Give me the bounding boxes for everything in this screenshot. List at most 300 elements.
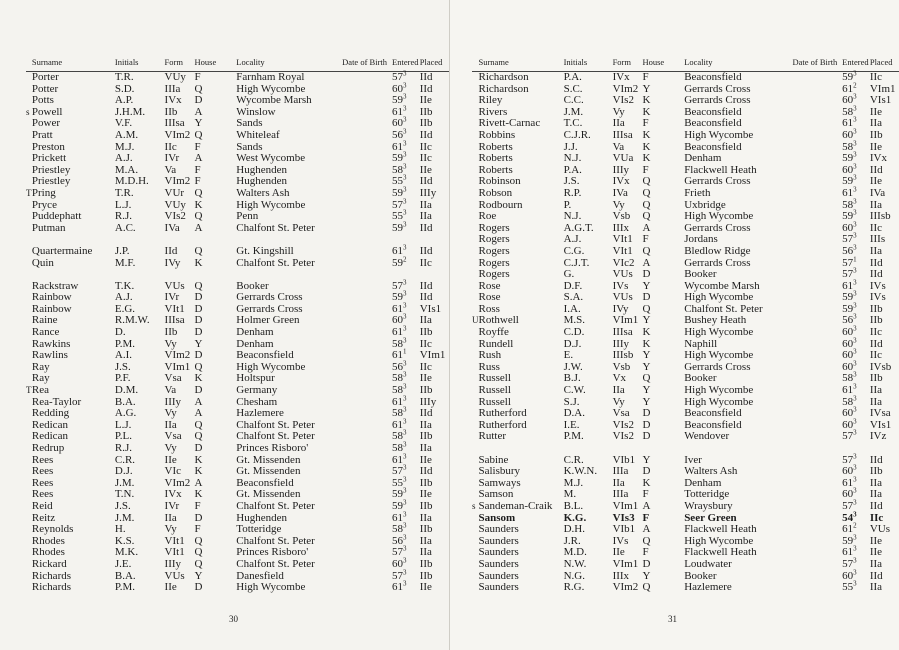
house-cell: K bbox=[642, 128, 651, 141]
entered-year: 58 bbox=[392, 523, 404, 536]
table-row bbox=[472, 431, 899, 443]
form-cell: Vsa bbox=[612, 407, 630, 420]
locality-cell: Gt. Missenden bbox=[236, 488, 301, 501]
dob-cell bbox=[342, 142, 392, 154]
form-cell: IVr bbox=[164, 291, 180, 304]
surname-cell: Powell bbox=[31, 105, 63, 118]
entered-year: 61 bbox=[392, 326, 404, 339]
entered-term: 3 bbox=[853, 278, 857, 287]
entered-term: 3 bbox=[853, 428, 857, 437]
house-cell: D bbox=[194, 581, 203, 594]
dob-cell bbox=[792, 420, 842, 432]
table-row bbox=[472, 582, 899, 594]
surname-cell: Putman bbox=[31, 221, 66, 234]
form-cell: IIIsa bbox=[612, 128, 633, 141]
initials-cell: C.G. bbox=[563, 244, 585, 257]
entered-year: 58 bbox=[392, 337, 404, 350]
placed-cell: IId bbox=[419, 82, 433, 95]
locality-cell: High Wycombe bbox=[684, 326, 754, 339]
initials-cell: B.A. bbox=[114, 569, 136, 582]
right-page bbox=[450, 0, 899, 650]
locality-cell: Beaconsfield bbox=[236, 476, 294, 489]
surname-cell: Reid bbox=[31, 499, 53, 512]
house-cell: D bbox=[194, 511, 203, 524]
locality-cell: Holtspur bbox=[236, 372, 275, 385]
initials-cell: A.I. bbox=[114, 349, 132, 362]
initials-cell: D.A. bbox=[563, 407, 585, 420]
placed-cell: IId bbox=[419, 175, 433, 188]
form-cell: IIa bbox=[612, 476, 625, 489]
locality-cell: Gerrards Cross bbox=[684, 94, 751, 107]
table-row bbox=[472, 211, 899, 223]
initials-cell: M.J. bbox=[114, 140, 135, 153]
entered-year: 58 bbox=[392, 163, 404, 176]
dob-cell bbox=[792, 362, 842, 374]
dob-cell bbox=[792, 176, 842, 188]
dob-cell bbox=[792, 571, 842, 583]
surname-cell: Raine bbox=[31, 314, 58, 327]
entered-year: 61 bbox=[392, 105, 404, 118]
locality-cell: High Wycombe bbox=[236, 360, 306, 373]
dob-cell bbox=[792, 107, 842, 119]
entered-year: 60 bbox=[842, 407, 854, 420]
entered-term: 3 bbox=[403, 498, 407, 507]
initials-cell: J.S. bbox=[114, 499, 131, 512]
placed-cell: IIe bbox=[419, 581, 432, 594]
placed-cell: IIe bbox=[419, 94, 432, 107]
entered-year: 60 bbox=[842, 465, 854, 478]
entered-year: 56 bbox=[392, 360, 404, 373]
dob-cell bbox=[342, 292, 392, 304]
dob-cell bbox=[342, 95, 392, 107]
form-cell: IIIx bbox=[612, 221, 630, 234]
placed-cell: IId bbox=[419, 465, 433, 478]
entered-year: 58 bbox=[392, 442, 404, 454]
initials-cell: E. bbox=[563, 349, 574, 362]
form-cell: IIe bbox=[164, 581, 177, 594]
house-cell: F bbox=[642, 546, 649, 559]
entered-term: 3 bbox=[853, 533, 857, 542]
locality-cell: Beaconsfield bbox=[684, 407, 742, 420]
locality-cell: Chalfont St. Peter bbox=[236, 534, 315, 547]
initials-cell: T.K. bbox=[114, 279, 135, 292]
initials-cell: S.D. bbox=[114, 82, 135, 95]
surname-cell: Rutherford bbox=[478, 407, 527, 420]
locality-cell: Gerrards Cross bbox=[236, 291, 303, 304]
locality-cell: Gt. Missenden bbox=[236, 465, 301, 478]
locality-cell: Beaconsfield bbox=[684, 71, 742, 83]
dob-cell bbox=[792, 455, 842, 467]
form-cell: Vy bbox=[612, 198, 625, 211]
house-cell: Q bbox=[194, 418, 203, 431]
entered-term: 3 bbox=[403, 370, 407, 379]
entered-year: 59 bbox=[392, 94, 404, 107]
locality-cell: Hughenden bbox=[236, 175, 287, 188]
house-cell: K bbox=[194, 372, 203, 385]
form-cell: IIIy bbox=[612, 337, 630, 350]
entered-term: 3 bbox=[853, 463, 857, 472]
house-cell: Y bbox=[642, 384, 651, 397]
entered-year: 61 bbox=[392, 581, 404, 594]
house-cell: D bbox=[194, 326, 203, 339]
house-cell: D bbox=[642, 268, 651, 281]
initials-cell: M.K. bbox=[114, 546, 139, 559]
initials-cell: A.G. bbox=[114, 407, 137, 420]
form-cell: VUr bbox=[164, 186, 185, 199]
entered-year: 57 bbox=[392, 71, 404, 83]
initials-cell: J.M. bbox=[114, 511, 135, 524]
initials-cell: J.J. bbox=[563, 140, 578, 153]
entered-term: 3 bbox=[853, 69, 857, 78]
surname-cell: Quartermaine bbox=[31, 244, 93, 257]
form-cell: VIs2 bbox=[612, 430, 634, 443]
house-cell: F bbox=[194, 499, 201, 512]
locality-cell: Wendover bbox=[684, 430, 730, 443]
surname-cell: Reynolds bbox=[31, 523, 74, 536]
locality-cell: Gerrards Cross bbox=[684, 82, 751, 95]
dob-cell bbox=[342, 559, 392, 571]
placed-cell: IIb bbox=[419, 117, 433, 130]
entered-year: 61 bbox=[842, 546, 854, 559]
locality-cell: Chalfont St. Peter bbox=[236, 256, 315, 269]
house-cell: Q bbox=[194, 557, 203, 570]
form-cell: VUy bbox=[164, 71, 186, 83]
form-cell: IIb bbox=[164, 105, 178, 118]
placed-cell: IVsa bbox=[869, 407, 891, 420]
placed-cell: IIa bbox=[869, 557, 883, 570]
entered-year: 59 bbox=[842, 210, 854, 223]
dob-cell bbox=[342, 385, 392, 397]
entered-year: 59 bbox=[392, 221, 404, 234]
house-cell: A bbox=[194, 105, 203, 118]
form-cell: IVr bbox=[164, 152, 180, 165]
form-cell: VIt1 bbox=[164, 534, 185, 547]
dob-cell bbox=[342, 420, 392, 432]
locality-cell: Beaconsfield bbox=[684, 117, 742, 130]
placed-cell: IIIy bbox=[419, 395, 437, 408]
entered-term: 3 bbox=[403, 556, 407, 565]
entered-year: 57 bbox=[392, 279, 404, 292]
entered-year: 58 bbox=[392, 430, 404, 443]
form-cell: VIb1 bbox=[612, 453, 636, 466]
surname-cell: Rainbow bbox=[31, 291, 72, 304]
entered-term: 3 bbox=[853, 451, 857, 460]
placed-cell: IIa bbox=[419, 210, 432, 223]
initials-cell: T.N. bbox=[114, 488, 135, 501]
entered-year: 57 bbox=[842, 233, 854, 246]
placed-cell: IIc bbox=[419, 337, 432, 350]
entered-term: 3 bbox=[403, 69, 407, 78]
entered-term: 3 bbox=[853, 289, 857, 298]
surname-cell: Samson bbox=[478, 488, 514, 501]
table-row bbox=[472, 153, 899, 165]
register-table-left bbox=[26, 56, 449, 594]
initials-cell: R.P. bbox=[563, 186, 582, 199]
table-row bbox=[472, 385, 899, 397]
house-cell: Q bbox=[194, 430, 203, 443]
entered-year: 61 bbox=[392, 395, 404, 408]
placed-cell: IId bbox=[869, 337, 883, 350]
initials-cell: P.L. bbox=[114, 430, 132, 443]
form-cell: VUs bbox=[164, 569, 185, 582]
entered-year: 58 bbox=[842, 105, 854, 118]
placed-cell: VIs1 bbox=[419, 302, 442, 315]
header-dob: Date of Birth bbox=[342, 56, 392, 72]
house-cell: A bbox=[194, 395, 203, 408]
entered-year: 60 bbox=[842, 349, 854, 362]
entered-term: 3 bbox=[403, 417, 407, 426]
form-cell: IIa bbox=[612, 384, 625, 397]
placed-cell: IId bbox=[869, 499, 883, 512]
dob-cell bbox=[792, 339, 842, 351]
initials-cell: J.S. bbox=[114, 360, 131, 373]
locality-cell: Beaconsfield bbox=[684, 105, 742, 118]
table-row bbox=[26, 443, 449, 455]
form-cell: IVa bbox=[164, 221, 180, 234]
form-cell: Vy bbox=[164, 523, 177, 536]
locality-cell: High Wycombe bbox=[684, 534, 754, 547]
dob-cell bbox=[792, 211, 842, 223]
locality-cell: Denham bbox=[236, 337, 274, 350]
entered-year: 60 bbox=[392, 82, 404, 95]
form-cell: IIa bbox=[164, 511, 177, 524]
placed-cell: IIb bbox=[419, 523, 433, 536]
locality-cell: Totteridge bbox=[684, 488, 730, 501]
entered-term: 3 bbox=[403, 104, 407, 113]
dob-cell bbox=[792, 95, 842, 107]
locality-cell: Flackwell Heath bbox=[684, 546, 757, 559]
form-cell: Vsa bbox=[164, 430, 182, 443]
locality-cell: Chalfont St. Peter bbox=[236, 499, 315, 512]
house-cell: K bbox=[194, 256, 203, 269]
initials-cell: L.J. bbox=[114, 418, 132, 431]
initials-cell: N.G. bbox=[563, 569, 585, 582]
surname-cell: Ray bbox=[31, 372, 50, 385]
locality-cell: Beaconsfield bbox=[684, 418, 742, 431]
form-cell: Va bbox=[164, 384, 177, 397]
initials-cell: D.J. bbox=[114, 465, 133, 478]
form-cell: VUs bbox=[164, 279, 185, 292]
header-initials: Initials bbox=[115, 56, 165, 72]
initials-cell: T.R. bbox=[114, 186, 134, 199]
entered-year: 61 bbox=[842, 279, 854, 292]
header-placed: Placed bbox=[870, 56, 899, 72]
dob-cell bbox=[792, 536, 842, 548]
table-row bbox=[26, 211, 449, 223]
form-cell: IVs bbox=[612, 279, 629, 292]
entered-year: 56 bbox=[842, 314, 854, 327]
locality-cell: Chalfont St. Peter bbox=[236, 430, 315, 443]
entered-term: 3 bbox=[853, 393, 857, 402]
locality-cell: Gerrards Cross bbox=[684, 221, 751, 234]
locality-cell: Princes Risboro' bbox=[236, 546, 309, 559]
initials-cell: C.R. bbox=[114, 453, 136, 466]
surname-cell: Roberts bbox=[478, 152, 513, 165]
locality-cell: Chalfont St. Peter bbox=[684, 302, 763, 315]
entered-term: 3 bbox=[853, 127, 857, 136]
section-spacer bbox=[26, 269, 449, 281]
dob-cell bbox=[342, 466, 392, 478]
form-cell: VIm1 bbox=[612, 557, 639, 570]
entered-term: 2 bbox=[853, 521, 857, 530]
initials-cell: D.J. bbox=[563, 337, 582, 350]
placed-cell: IIb bbox=[869, 314, 883, 327]
dob-cell bbox=[342, 315, 392, 327]
locality-cell: Booker bbox=[684, 372, 717, 385]
row-mark: T bbox=[26, 187, 32, 198]
initials-cell: M.A. bbox=[114, 163, 139, 176]
placed-cell: IIa bbox=[419, 198, 432, 211]
entered-term: 3 bbox=[403, 208, 407, 217]
house-cell: F bbox=[642, 511, 650, 524]
entered-year: 56 bbox=[842, 244, 854, 257]
placed-cell: IIb bbox=[869, 372, 883, 385]
surname-cell: Richardson bbox=[478, 71, 529, 83]
entered-term: 3 bbox=[403, 336, 407, 344]
entered-cell bbox=[392, 220, 420, 235]
locality-cell: Jordans bbox=[684, 233, 718, 246]
locality-cell: West Wycombe bbox=[236, 152, 306, 165]
placed-cell: IId bbox=[869, 453, 883, 466]
form-cell: IVx bbox=[164, 488, 182, 501]
surname-cell: Salisbury bbox=[478, 465, 521, 478]
form-cell: IIIsa bbox=[612, 326, 633, 339]
locality-cell: Hazlemere bbox=[684, 581, 732, 594]
surname-cell: Puddephatt bbox=[31, 210, 82, 223]
form-cell: IVx bbox=[164, 94, 182, 107]
entered-year: 61 bbox=[392, 140, 404, 153]
placed-cell: IVs bbox=[869, 291, 886, 304]
initials-cell: G. bbox=[563, 268, 575, 281]
initials-cell: M.F. bbox=[114, 256, 136, 269]
placed-cell: IIc bbox=[419, 256, 432, 269]
house-cell: D bbox=[194, 442, 203, 454]
surname-cell: Redrup bbox=[31, 442, 65, 454]
entered-term: 3 bbox=[403, 324, 407, 333]
dob-cell bbox=[342, 455, 392, 467]
form-cell: Vx bbox=[612, 372, 627, 385]
placed-cell: IId bbox=[419, 221, 433, 234]
initials-cell: C.D. bbox=[563, 326, 585, 339]
surname-cell: Saunders bbox=[478, 546, 519, 559]
placed-cell: IIb bbox=[419, 557, 433, 570]
dob-cell bbox=[792, 397, 842, 409]
initials-cell: C.J.T. bbox=[563, 256, 590, 269]
entered-year: 59 bbox=[392, 186, 404, 199]
entered-year: 60 bbox=[842, 221, 854, 234]
dob-cell bbox=[792, 246, 842, 258]
initials-cell: J.R. bbox=[563, 534, 581, 547]
placed-cell: IId bbox=[869, 163, 883, 176]
form-cell: IIe bbox=[612, 546, 625, 559]
locality-cell: Booker bbox=[236, 279, 269, 292]
placed-cell: IIb bbox=[419, 384, 433, 397]
house-cell: D bbox=[194, 349, 203, 362]
form-cell: VIs2 bbox=[164, 210, 186, 223]
initials-cell: I.A. bbox=[563, 302, 581, 315]
form-cell: VIm1 bbox=[612, 499, 639, 512]
placed-cell: IIb bbox=[419, 430, 433, 443]
surname-cell: Saunders bbox=[478, 534, 519, 547]
dob-cell bbox=[342, 304, 392, 316]
form-cell: IIIy bbox=[164, 395, 182, 408]
initials-cell: A.P. bbox=[114, 94, 134, 107]
entered-year: 58 bbox=[842, 372, 854, 385]
house-cell: Y bbox=[642, 360, 651, 373]
entered-term: 3 bbox=[853, 196, 857, 205]
locality-cell: Gt. Kingshill bbox=[236, 244, 294, 257]
entered-term: 3 bbox=[853, 417, 857, 426]
entered-term: 3 bbox=[403, 521, 407, 530]
dob-cell bbox=[792, 513, 842, 525]
entered-year: 61 bbox=[392, 511, 404, 524]
dob-cell bbox=[342, 281, 392, 293]
surname-cell: Rutter bbox=[478, 430, 506, 443]
initials-cell: A.J. bbox=[114, 291, 133, 304]
house-cell: Q bbox=[642, 372, 651, 385]
form-cell: Vy bbox=[164, 442, 177, 454]
placed-cell: VIm1 bbox=[869, 82, 896, 95]
form-cell: VIm2 bbox=[164, 476, 191, 489]
form-cell: VIm2 bbox=[164, 349, 191, 362]
surname-cell: Priestley bbox=[31, 175, 71, 188]
entered-term: 3 bbox=[403, 544, 407, 553]
locality-cell: Winslow bbox=[236, 105, 276, 118]
surname-cell: Royffe bbox=[478, 326, 509, 339]
dob-cell bbox=[342, 153, 392, 165]
entered-term: 3 bbox=[853, 567, 857, 576]
dob-cell bbox=[342, 107, 392, 119]
entered-term: 3 bbox=[853, 92, 857, 101]
dob-cell bbox=[792, 188, 842, 200]
dob-cell bbox=[792, 385, 842, 397]
initials-cell: J.M. bbox=[563, 105, 584, 118]
surname-cell: Rawkins bbox=[31, 337, 71, 350]
house-cell: Y bbox=[642, 453, 651, 466]
register-table-right bbox=[472, 56, 899, 594]
dob-cell bbox=[792, 431, 842, 443]
table-row bbox=[472, 559, 899, 571]
entered-year: 61 bbox=[842, 82, 854, 95]
entered-term: 3 bbox=[403, 150, 407, 159]
entered-year: 60 bbox=[842, 360, 854, 373]
locality-cell: Flackwell Heath bbox=[684, 163, 757, 176]
house-cell: Q bbox=[642, 534, 651, 547]
entered-term: 3 bbox=[403, 579, 407, 588]
placed-cell: IIb bbox=[869, 465, 883, 478]
entered-term: 3 bbox=[403, 359, 407, 368]
placed-cell: IVa bbox=[869, 186, 886, 199]
surname-cell: Samways bbox=[478, 476, 521, 489]
entered-year: 58 bbox=[842, 198, 854, 211]
table-row bbox=[26, 327, 449, 339]
dob-cell bbox=[792, 200, 842, 212]
locality-cell: Naphill bbox=[684, 337, 718, 350]
header-house: House bbox=[195, 56, 217, 72]
entered-term: 3 bbox=[853, 312, 857, 321]
house-cell: A bbox=[642, 499, 651, 512]
surname-cell: Rutherford bbox=[478, 418, 527, 431]
entered-term: 3 bbox=[853, 104, 857, 113]
locality-cell: Totteridge bbox=[236, 523, 282, 536]
initials-cell: D.F. bbox=[563, 279, 583, 292]
initials-cell: V.F. bbox=[114, 117, 133, 130]
entered-term: 3 bbox=[853, 475, 857, 484]
placed-cell: IIc bbox=[869, 511, 884, 524]
house-cell: D bbox=[194, 302, 203, 315]
entered-term: 3 bbox=[403, 162, 407, 171]
form-cell: VIb1 bbox=[612, 523, 636, 536]
